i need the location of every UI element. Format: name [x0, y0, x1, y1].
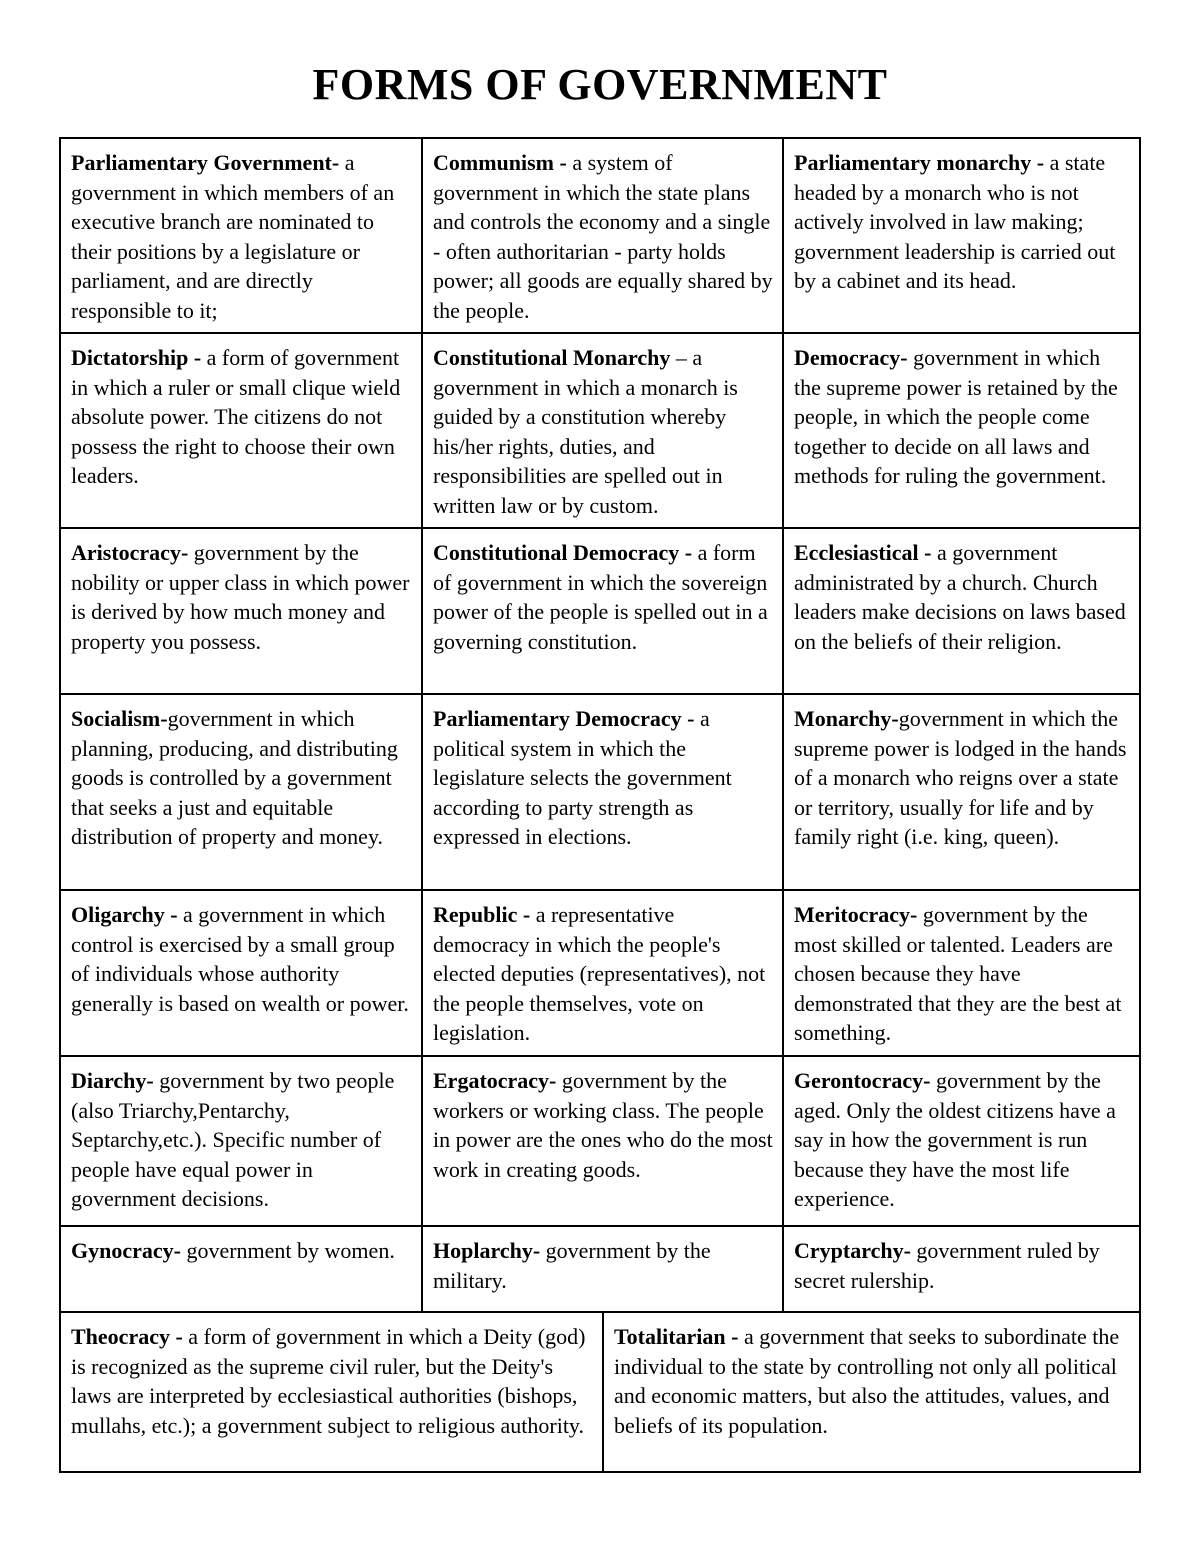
definition: a government that seeks to subordinate the individual to the state by controlling not only all political and economic matters, but also the attitudes, values, and beliefs of its population.: [614, 1324, 1120, 1438]
term: Constitutional Monarchy: [433, 345, 671, 370]
table-row: [61, 1055, 1139, 1225]
table-cell: [421, 1057, 782, 1225]
term: Gerontocracy-: [794, 1068, 931, 1093]
term: Aristocracy-: [71, 540, 189, 565]
definition: a form of government in which the sovereign power of the people is spelled out in a governing constitution.: [433, 540, 768, 654]
table-cell: [61, 529, 421, 693]
term: Gynocracy-: [71, 1238, 181, 1263]
table-cell: [782, 1227, 1139, 1311]
definition: a government in which members of an executive branch are nominated to their positions by a legislature or parliament, and are directly responsible to it;: [71, 150, 395, 323]
definition: government in which the supreme power is retained by the people, in which the people come together to decide on all laws and methods for ruling the government.: [794, 345, 1118, 488]
table-cell: [782, 139, 1139, 332]
term: Parliamentary Democracy -: [433, 706, 695, 731]
term: Diarchy-: [71, 1068, 154, 1093]
term: Hoplarchy-: [433, 1238, 541, 1263]
table-row: [61, 527, 1139, 693]
definition: a form of government in which a Deity (god) is recognized as the supreme civil ruler, but the Deity's laws are interpreted by ecclesiastical authorities (bishops, mullahs, etc.); a government subject to religious authority.: [71, 1324, 586, 1438]
table-cell: [421, 529, 782, 693]
definition: – a government in which a monarch is guided by a constitution whereby his/her rights, duties, and responsibilities are spelled out in written law or by custom.: [433, 345, 738, 518]
table-row: [61, 693, 1139, 889]
definition: government by the aged. Only the oldest citizens have a say in how the government is run because they have the most life experience.: [794, 1068, 1116, 1211]
table-cell: [782, 695, 1139, 889]
table-cell: [421, 1227, 782, 1311]
definition: a government administrated by a church. Church leaders make decisions on laws based on the beliefs of their religion.: [794, 540, 1126, 654]
definition: a system of government in which the state plans and controls the economy and a single - often authoritarian - party holds power; all goods are equally shared by the people.: [433, 150, 773, 323]
term: Socialism-: [71, 706, 168, 731]
table-row: [61, 1225, 1139, 1311]
definition: a representative democracy in which the people's elected deputies (representatives), not the people themselves, vote on legislation.: [433, 902, 766, 1045]
definition: government in which the supreme power is lodged in the hands of a monarch who reigns over a state or territory, usually for life and by family right (i.e. king, queen).: [794, 706, 1127, 849]
table-row: [61, 889, 1139, 1055]
term: Constitutional Democracy -: [433, 540, 693, 565]
table-cell: [782, 334, 1139, 527]
table-cell: [61, 139, 421, 332]
table-cell: [421, 334, 782, 527]
definition: government by women.: [180, 1238, 395, 1263]
term: Democracy-: [794, 345, 908, 370]
definition: a form of government in which a ruler or small clique wield absolute power. The citizens do not possess the right to choose their own leaders.: [71, 345, 401, 488]
table-cell: [421, 695, 782, 889]
definition: government by the nobility or upper class in which power is derived by how much money and property you possess.: [71, 540, 410, 654]
term: Dictatorship -: [71, 345, 202, 370]
table-cell: [602, 1313, 1139, 1471]
table-cell: [61, 1057, 421, 1225]
table-row: [61, 1311, 1139, 1471]
table-cell: [421, 891, 782, 1055]
term: Communism -: [433, 150, 567, 175]
term: Cryptarchy-: [794, 1238, 911, 1263]
term: Republic -: [433, 902, 531, 927]
table-cell: [782, 529, 1139, 693]
page-title: FORMS OF GOVERNMENT: [312, 60, 888, 109]
term: Meritocracy-: [794, 902, 918, 927]
definition: a government in which control is exercised by a small group of individuals whose authority generally is based on wealth or power.: [71, 902, 409, 1016]
table-cell: [61, 891, 421, 1055]
definition: government by two people (also Triarchy,Pentarchy, Septarchy,etc.). Specific number of people have equal power in government decisions.: [71, 1068, 395, 1211]
term: Ergatocracy-: [433, 1068, 557, 1093]
table-cell: [61, 334, 421, 527]
table-row: [61, 139, 1139, 332]
table-cell: [782, 891, 1139, 1055]
term: Monarchy-: [794, 706, 899, 731]
term: Oligarchy -: [71, 902, 178, 927]
definition: government ruled by secret rulership.: [794, 1238, 1100, 1293]
definition: government by the military.: [433, 1238, 711, 1293]
table-cell: [782, 1057, 1139, 1225]
definition: government by the workers or working class. The people in power are the ones who do the most work in creating goods.: [433, 1068, 773, 1182]
definition: a political system in which the legislature selects the government according to party strength as expressed in elections.: [433, 706, 732, 849]
definition: government in which planning, producing, and distributing goods is controlled by a government that seeks a just and equitable distribution of property and money.: [71, 706, 398, 849]
term: Totalitarian -: [614, 1324, 739, 1349]
definition: a state headed by a monarch who is not actively involved in law making; government leadership is carried out by a cabinet and its head.: [794, 150, 1116, 293]
term: Ecclesiastical -: [794, 540, 932, 565]
table-cell: [61, 695, 421, 889]
term: Parliamentary Government-: [71, 150, 340, 175]
definition: government by the most skilled or talented. Leaders are chosen because they have demonstrated that they are the best at something.: [794, 902, 1122, 1045]
term: Theocracy -: [71, 1324, 183, 1349]
table-cell: [421, 139, 782, 332]
table-row: [61, 332, 1139, 527]
term: Parliamentary monarchy -: [794, 150, 1045, 175]
table-cell: [61, 1227, 421, 1311]
definitions-table: [59, 137, 1141, 1473]
table-cell: [61, 1313, 602, 1471]
